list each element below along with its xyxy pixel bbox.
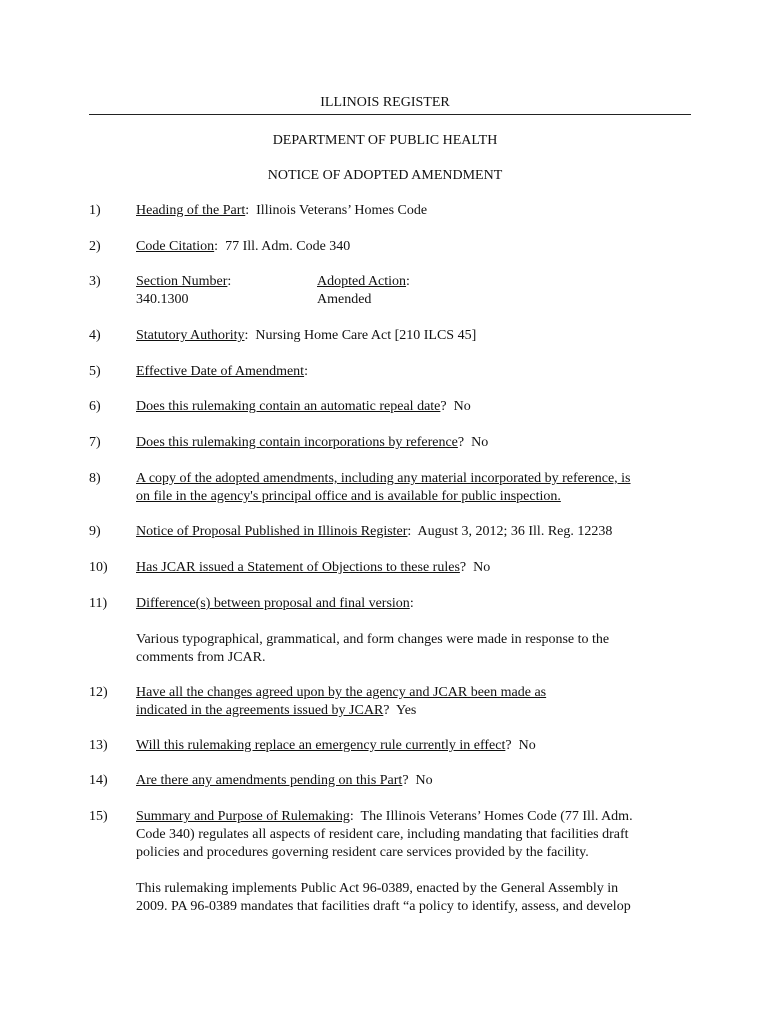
item-separator: : xyxy=(245,203,250,218)
item-label: Has JCAR issued a Statement of Objections to these rules xyxy=(136,560,460,575)
item-number: 3) xyxy=(89,274,101,289)
department-heading: DEPARTMENT OF PUBLIC HEALTH xyxy=(272,133,498,148)
item-number: 4) xyxy=(89,328,101,343)
item-number: 5) xyxy=(89,364,101,379)
item-separator: : xyxy=(349,809,354,824)
item-label: Code Citation xyxy=(136,239,215,254)
item-label: Does this rulemaking contain incorporations by reference xyxy=(136,435,458,450)
item-value: Yes xyxy=(389,703,417,718)
item-value: No xyxy=(466,560,491,575)
item-text-line: A copy of the adopted amendments, including any material incorporated by reference, is xyxy=(136,471,631,486)
item-separator: : xyxy=(244,328,249,343)
item-label: Difference(s) between proposal and final version xyxy=(136,596,410,611)
item-number: 1) xyxy=(89,203,101,218)
item-value: 77 Ill. Adm. Code 340 xyxy=(218,239,351,254)
item-value: No xyxy=(446,399,471,414)
item-paragraph-line: policies and procedures governing resident care services provided by the facility. xyxy=(136,845,589,860)
item-separator: : xyxy=(407,524,412,539)
item-separator: ? xyxy=(383,703,390,718)
item-value: Illinois Veterans’ Homes Code xyxy=(249,203,428,218)
item-number: 7) xyxy=(89,435,101,450)
item-value: No xyxy=(511,738,536,753)
item-value: No xyxy=(464,435,489,450)
section-number-value: 340.1300 xyxy=(136,292,189,307)
item-number: 10) xyxy=(89,560,108,575)
adopted-action-label: Adopted Action xyxy=(317,274,407,289)
item-value: The Illinois Veterans’ Homes Code (77 Ill. Adm. xyxy=(353,809,633,824)
item-label: Effective Date of Amendment xyxy=(136,364,305,379)
section-number-label: Section Number xyxy=(136,274,228,289)
item-label: Summary and Purpose of Rulemaking xyxy=(136,809,350,824)
item-label: Are there any amendments pending on this Part xyxy=(136,773,403,788)
item-label: Statutory Authority xyxy=(136,328,245,343)
item-paragraph-line: Code 340) regulates all aspects of resident care, including mandating that facilities draft xyxy=(136,827,629,842)
item-separator: : xyxy=(214,239,219,254)
item-label: Does this rulemaking contain an automatic repeal date xyxy=(136,399,441,414)
item-paragraph-line: comments from JCAR. xyxy=(136,650,266,665)
item-label: Will this rulemaking replace an emergency rule currently in effect xyxy=(136,738,506,753)
item-number: 2) xyxy=(89,239,101,254)
header-divider xyxy=(89,114,691,115)
adopted-action-value: Amended xyxy=(317,292,372,307)
item-text-line: Have all the changes agreed upon by the agency and JCAR been made as xyxy=(136,685,547,700)
item-text-line: on file in the agency's principal office and is available for public inspection. xyxy=(136,489,561,504)
item-number: 12) xyxy=(89,685,108,700)
item-paragraph-line: This rulemaking implements Public Act 96-0389, enacted by the General Assembly in xyxy=(136,881,619,896)
notice-heading: NOTICE OF ADOPTED AMENDMENT xyxy=(267,168,503,183)
item-value: August 3, 2012; 36 Ill. Reg. 12238 xyxy=(411,524,613,539)
item-label: indicated in the agreements issued by JCAR xyxy=(136,703,384,718)
item-separator: ? xyxy=(440,399,447,414)
item-separator: : xyxy=(227,274,232,289)
item-paragraph-line: 2009. PA 96-0389 mandates that facilities draft “a policy to identify, assess, and develop xyxy=(136,899,631,914)
item-value: No xyxy=(408,773,433,788)
item-number: 11) xyxy=(89,596,108,611)
item-separator: : xyxy=(304,364,308,379)
item-separator: ? xyxy=(505,738,512,753)
item-separator: : xyxy=(406,274,410,289)
item-separator: ? xyxy=(402,773,409,788)
item-separator: ? xyxy=(459,560,467,575)
item-separator: ? xyxy=(457,435,465,450)
item-label: Heading of the Part xyxy=(136,203,246,218)
item-number: 15) xyxy=(89,809,108,824)
register-title: ILLINOIS REGISTER xyxy=(320,95,450,110)
item-number: 8) xyxy=(89,471,101,486)
item-paragraph-line: Various typographical, grammatical, and form changes were made in response to the xyxy=(136,632,610,647)
item-number: 9) xyxy=(89,524,101,539)
item-number: 14) xyxy=(89,773,108,788)
item-number: 6) xyxy=(89,399,101,414)
item-separator: : xyxy=(409,596,414,611)
item-value: Nursing Home Care Act [210 ILCS 45] xyxy=(248,328,477,343)
item-label: Notice of Proposal Published in Illinois Register xyxy=(136,524,408,539)
item-number: 13) xyxy=(89,738,108,753)
